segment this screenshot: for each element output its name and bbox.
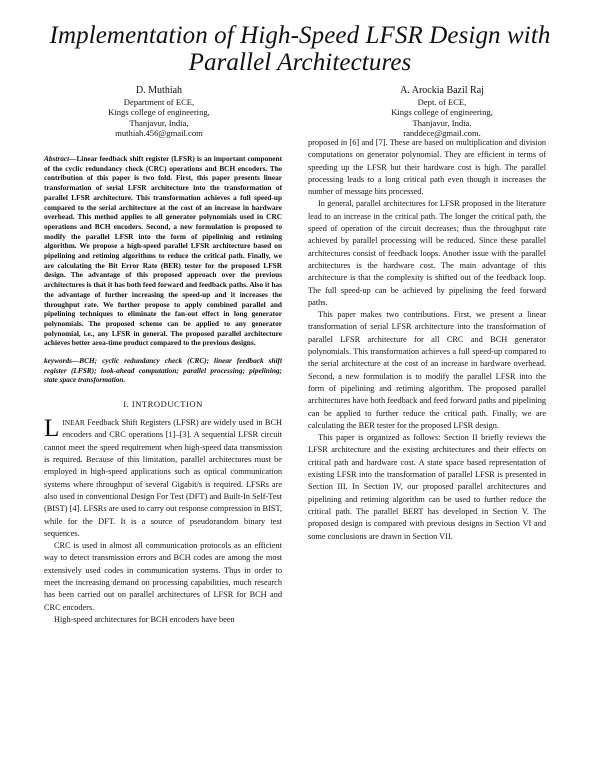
intro-paragraph-2: CRC is used in almost all communication protocols as an efficient way to detect transmission errors and BCH codes are among the most extensively used codes in communication systems. Thus in order to meet the increasing demand on processing capabilities, much research has been carried out on parallel architectures of LFSR for BCH and CRC encoders. <box>44 541 282 612</box>
intro-paragraph-1 <box>44 417 282 540</box>
section-heading: I. INTRODUCTION <box>123 399 203 410</box>
intro-paragraph-1-text: Feedback Shift Registers (LFSR) are widely used in BCH encoders and CRC operations [1]–[3]. A sequential LFSR circuit cannot meet the speed requirement when high-speed data transmission is required. Because of this limitation, parallel architectures must be employed in high-speed applications such as optical communication systems where throughput of several Gigabit/s is required. LFSRs are also used in conventional Design For Test (DFT) and Built-In Self-Test (BIST) [4]. LFSRs are used to carry out response compression in BIST, while for the DFT. It is a source of pseudorandom binary test sequences. <box>44 418 282 538</box>
right-paragraph-2: This paper makes two contributions. First, we present a linear transformation of serial LFSR architecture into the transformation of parallel LFSR architecture for all CRC and BCH generator polynomials. This transformation achieves a full speed-up compared to the serial architecture at the cost of an increase in hardware overhead. Second, a new formulation is to modify the parallel LFSR into the form of pipelining and retiming algorithm. The proposed parallel architectures have both feedback and feed forward paths and pipelining can be applied to further reduce the critical path. Finally, we are calculating the BER tester for the proposed LFSR design. <box>308 310 546 430</box>
author-email: randdece@gmail.com. <box>403 128 481 139</box>
intro-paragraph-3: High-speed architectures for BCH encoders have been <box>54 614 235 624</box>
author-department: Department of ECE, <box>123 97 195 107</box>
right-paragraph-1: In general, parallel architectures for LFSR proposed in the literature lead to an increase in the critical path. The longer the critical path, the speed of operation of the circuit decreases; thus the throughput rate achieved by parallel processing will be reduced. Since these parallel architectures consist of feedback loops. Another issue with the parallel architectures is the hardware cost. The main advantage of this architecture is that the complexity is shifted out of the feedback loop. The full speed-up can be achieved by pipelining the feed forward paths. <box>308 199 546 307</box>
author-email: muthiah.456@gmail.com <box>115 128 203 139</box>
right-paragraph-3: This paper is organized as follows: Section II briefly reviews the LFSR architecture and the existing architectures and their effects on critical path and hardware cost. A state space based representation of existing LFSR into the transformation of parallel LFSR is presented in Section III. In Section IV, our proposed parallel architectures and pipelining and retiming algorithm can be used to further reduce the critical path. The parallel BERT has developed in Section V. The proposed design is compared with previous designs in Section VI and some conclusions are drawn in Section VII. <box>308 433 546 541</box>
author-city: Thanjavur, India. <box>412 117 472 128</box>
author-department: Dept. of ECE, <box>417 97 467 107</box>
drop-cap-rest: INEAR <box>62 418 85 428</box>
author-college: Kings college of engineering, <box>391 107 493 118</box>
abstract <box>44 154 282 348</box>
author-name: A. Arockia Bazil Raj <box>400 85 484 96</box>
right-paragraph-0: proposed in [6] and [7]. These are based on multiplication and division computations on generator polynomial. They are efficient in terms of speeding up the LFSR but their hardware cost is high. The parallel processing leads to a long critical path even though it increases the number of message bits processed. <box>308 138 546 197</box>
keywords: keywords—BCH; cyclic redundancy check (CRC); linear feedback shift register (LFSR); look-ahead computation; parallel processing; pipelining; state space transformation. <box>44 356 282 385</box>
author-city: Thanjavur, India, <box>129 117 189 128</box>
paper-title: Implementation of High-Speed LFSR Design with Parallel Architectures <box>49 22 551 76</box>
right-column <box>308 137 546 543</box>
author-college: Kings college of engineering, <box>108 107 210 118</box>
left-column <box>44 154 282 626</box>
abstract-lead: Abstract— <box>44 154 77 163</box>
drop-cap: L <box>44 415 60 443</box>
author-block-1 <box>44 84 274 139</box>
author-block-2 <box>327 84 557 139</box>
abstract-text: Linear feedback shift register (LFSR) is an important component of the cyclic redundancy check (CRC) operations and BCH encoders. The contribution of this paper is two fold. First, this paper presents linear transformation of serial LFSR architecture into the transformation of parallel LFSR architecture. This transformation achieves a full speed-up compared to the serial architecture at the cost of an increase in hardware overhead. This method applies to all generator polynomials used in CRC operations and BCH encoders. Second, a new formulation is proposed to modify the parallel LFSR into the form of pipelining and retiming algorithm. We propose a high-speed parallel LFSR architecture based on pipelining and retiming algorithms to reduce the critical path. Finally, we are calculating the Bit Error Rate (BER) tester for the proposed LFSR design. The advantage of this proposed approach over the previous architectures is that it has both feed forward and feedback paths. Also it has the advantage of further increasing the speed-up and it increases the throughput rate. We further propose to apply combined parallel and pipelining techniques to eliminate the fan-out effect in long generator polynomials. The proposed scheme can be applied to any generator polynomial, i.e., any LFSR in general. The proposed parallel architecture achieves better area-time product compared to the previous designs. <box>44 154 282 348</box>
author-name: D. Muthiah <box>135 85 183 96</box>
